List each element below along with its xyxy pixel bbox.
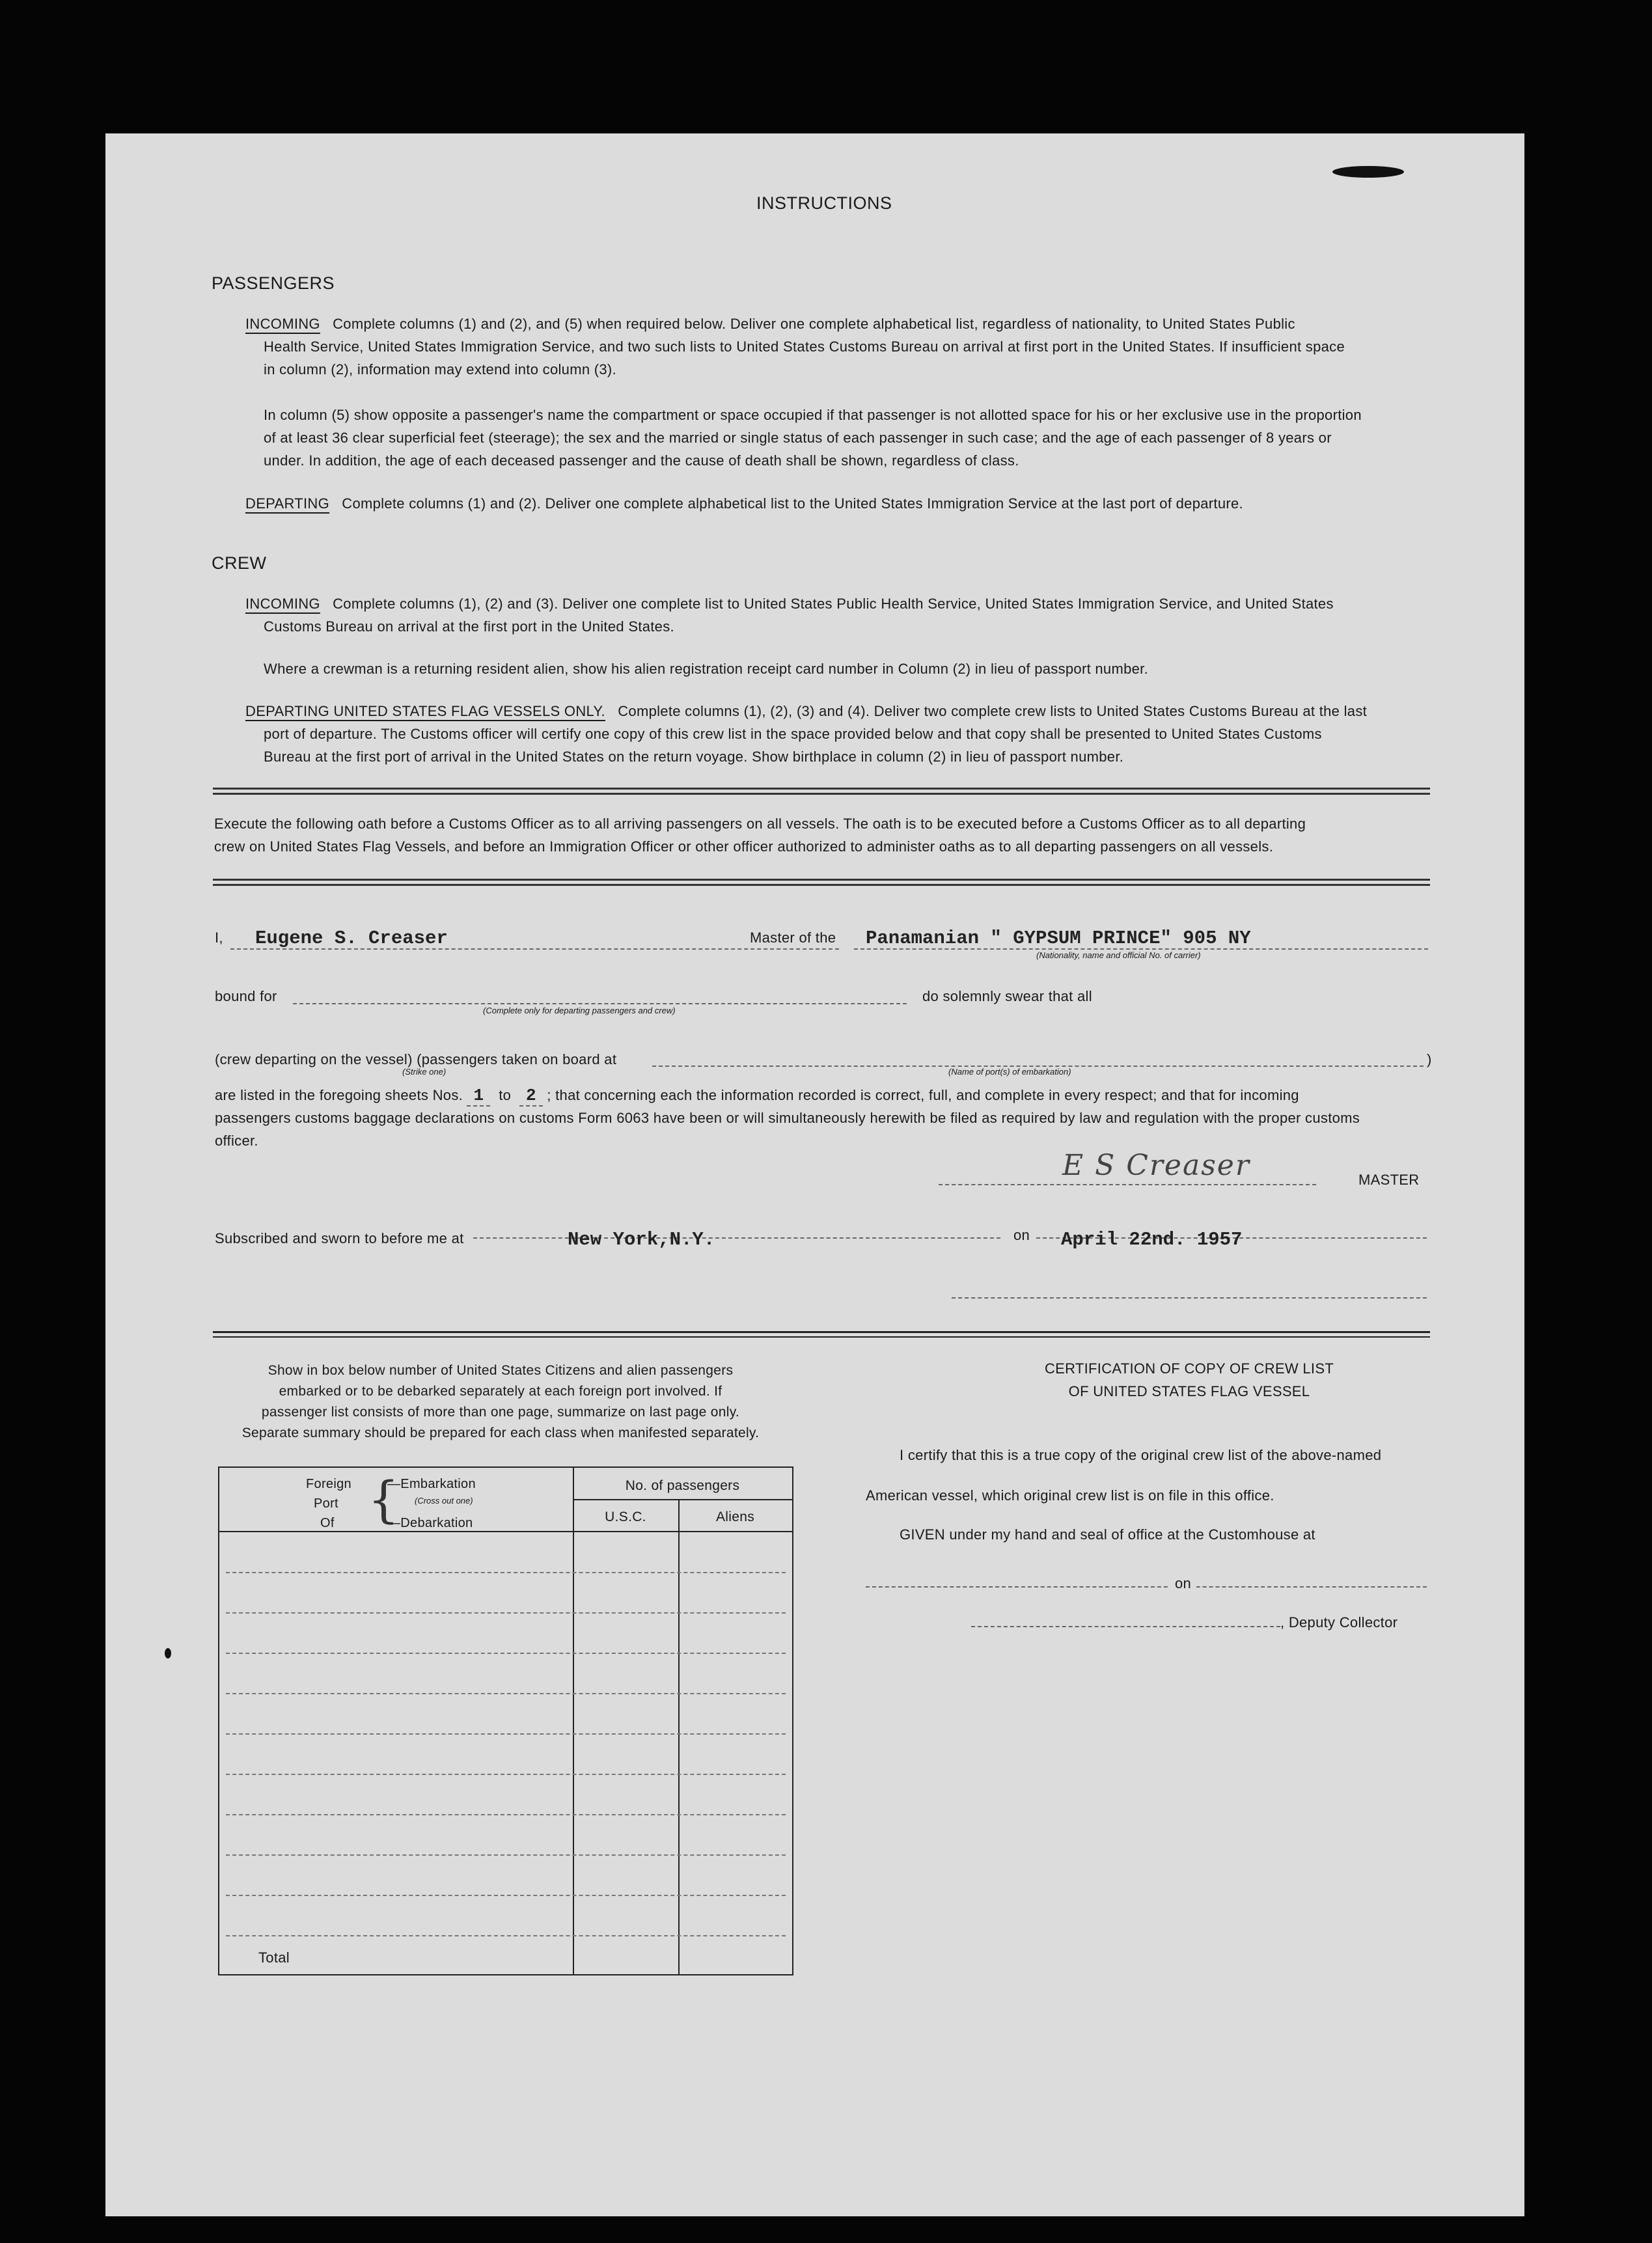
aliens-header: Aliens (716, 1509, 754, 1524)
oath-instr-line2: crew on United States Flag Vessels, and before an Immigration Officer or other officer authorized to administer oaths as to all departing passengers on all vessels. (214, 838, 1274, 855)
to-label: to (499, 1087, 512, 1103)
close-paren: ) (1427, 1051, 1432, 1067)
table-row (226, 1935, 786, 1936)
crew-heading: CREW (212, 553, 267, 573)
table-divider (573, 1468, 574, 1974)
oath-line2: passengers customs baggage declarations on customs Form 6063 have been or will simultaneously herewith be filed as required by law and regulation with the proper customs (215, 1110, 1360, 1126)
master-signature: E S Creaser (1062, 1149, 1250, 1182)
summary-instr-line3: passenger list consists of more than one page, summarize on last page only. (261, 1405, 740, 1420)
master-label: MASTER (1358, 1172, 1420, 1188)
cross-out-caption: (Cross out one) (415, 1496, 473, 1506)
embark-label: —Embarkation (387, 1477, 476, 1491)
passengers-incoming-line2: Health Service, United States Immigration Service, and two such lists to United States Customs Bureau on arrival at first port in the United States. If insufficient space (264, 338, 1345, 355)
sheet-from: 1 (467, 1086, 490, 1107)
cert-line2: American vessel, which original crew list is on file in this office. (866, 1487, 1274, 1504)
crew-incoming-line1: Complete columns (1), (2) and (3). Deliver one complete list to United States Public Health Service, United States Immigration Service, and United States (333, 596, 1334, 612)
debark-label: —Debarkation (387, 1516, 473, 1530)
crew-incoming-label: INCOMING (245, 596, 320, 612)
bound-for-label: bound for (215, 988, 277, 1004)
passengers-heading: PASSENGERS (212, 273, 335, 293)
sheets-rest: ; that concerning each the information recorded is correct, full, and complete in every respect; and that for incoming (547, 1087, 1299, 1103)
passenger-summary-table (218, 1466, 793, 1975)
table-row (226, 1653, 786, 1654)
table-row (226, 1895, 786, 1896)
sworn-date: April 22nd. 1957 (1061, 1229, 1243, 1250)
sworn-on-label: on (1013, 1227, 1030, 1243)
cert-on-label: on (1170, 1572, 1196, 1595)
total-label: Total (258, 1949, 290, 1966)
cert-heading-line1: CERTIFICATION OF COPY OF CREW LIST (1044, 1360, 1334, 1377)
passengers-departing-text: Complete columns (1) and (2). Deliver one complete alphabetical list to the United States Immigration Service at the last port of departure. (342, 495, 1243, 512)
oath-instructions (214, 812, 1438, 858)
passengers-incoming-line1: Complete columns (1) and (2), and (5) when required below. Deliver one complete alphabetical list, regardless of nationality, to United States Public (333, 316, 1295, 332)
crew-incoming (245, 592, 1437, 638)
sworn-place: New York,N.Y. (568, 1229, 715, 1250)
passengers-incoming (245, 312, 1437, 381)
crew-departing-line3: Bureau at the first port of arrival in the United States on the return voyage. Show birthplace in column (2) in lieu of passport number. (264, 749, 1124, 765)
oath-instr-line1: Execute the following oath before a Customs Officer as to all arriving passengers on all vessels. The oath is to be executed before a Customs Officer as to all departing (214, 816, 1306, 832)
passengers-departing (245, 492, 1437, 515)
strike-caption: (Strike one) (402, 1067, 447, 1077)
crew-departing (245, 700, 1437, 768)
vessel-caption: (Nationality, name and official No. of carrier) (1036, 950, 1201, 960)
table-row (226, 1814, 786, 1815)
page-title: INSTRUCTIONS (756, 193, 892, 213)
cert-heading-line2: OF UNITED STATES FLAG VESSEL (1068, 1383, 1310, 1399)
crew-departing-label: (crew departing on the vessel) (passengers taken on board at (215, 1051, 617, 1067)
signature-line (939, 1184, 1316, 1185)
bound-caption: (Complete only for departing passengers and crew) (483, 1006, 676, 1015)
sheets-line (215, 1084, 1439, 1107)
divider-line (213, 1331, 1430, 1333)
table-row (226, 1854, 786, 1856)
col-foreign: Foreign (306, 1477, 351, 1491)
divider-rule (213, 879, 1430, 886)
subscribed-label: Subscribed and sworn to before me at (215, 1230, 464, 1246)
divider-line (213, 1336, 1430, 1338)
passengers-departing-label: DEPARTING (245, 495, 330, 512)
cert-line1: I certify that this is a true copy of the original crew list of the above-named (900, 1447, 1382, 1463)
col5-line1: In column (5) show opposite a passenger's name the compartment or space occupied if that passenger is not allotted space for his or her exclusive use in the proportion (264, 407, 1362, 423)
summary-instr-line4: Separate summary should be prepared for each class when manifested separately. (241, 1425, 760, 1440)
table-divider (678, 1499, 680, 1974)
table-divider (219, 1531, 792, 1532)
no-passengers-header: No. of passengers (625, 1478, 740, 1493)
officer-signature-line (952, 1297, 1427, 1299)
summary-instr-line1: Show in box below number of United States Citizens and alien passengers (268, 1363, 734, 1378)
passengers-incoming-label: INCOMING (245, 316, 320, 332)
sheets-label: are listed in the foregoing sheets Nos. (215, 1087, 463, 1103)
sheet-to: 2 (519, 1086, 543, 1107)
table-row (226, 1774, 786, 1775)
master-of-label: Master of the (750, 929, 836, 946)
summary-instr-line2: embarked or to be debarked separately at each foreign port involved. If (279, 1384, 723, 1399)
crew-incoming-line2: Customs Bureau on arrival at the first port in the United States. (264, 618, 674, 635)
form-page (105, 133, 1524, 2216)
ports-caption: (Name of port(s) of embarkation) (948, 1067, 1071, 1077)
table-row (226, 1693, 786, 1694)
crew-departing-label: DEPARTING UNITED STATES FLAG VESSELS ONLY. (245, 703, 605, 719)
cert-line3: GIVEN under my hand and seal of office at the Customhouse at (900, 1526, 1315, 1543)
swear-label: do solemnly swear that all (922, 988, 1092, 1004)
scan-speck (165, 1648, 171, 1658)
table-divider (573, 1499, 792, 1500)
passengers-incoming-line3: in column (2), information may extend into column (3). (264, 361, 616, 378)
oath-i-label: I, (215, 929, 223, 946)
brace-icon: { (368, 1470, 400, 1528)
col-port: Port (314, 1496, 338, 1511)
col5-line2: of at least 36 clear superficial feet (steerage); the sex and the married or single status of each passenger in such case; and the age of each passenger of 8 years or (264, 430, 1332, 446)
customhouse-line (866, 1586, 1427, 1588)
oath-line3: officer. (215, 1133, 258, 1149)
crew-departing-line1: Complete columns (1), (2), (3) and (4). Deliver two complete crew lists to United States Customs Bureau at the last (618, 703, 1368, 719)
usc-header: U.S.C. (605, 1509, 646, 1524)
col5-line3: under. In addition, the age of each deceased passenger and the cause of death shall be shown, regardless of class. (264, 452, 1019, 469)
passengers-column5 (264, 404, 1435, 472)
table-row (226, 1612, 786, 1614)
ink-blot (1332, 166, 1404, 178)
deputy-collector-label: , Deputy Collector (1280, 1614, 1398, 1631)
crew-resident-alien: Where a crewman is a returning resident alien, show his alien registration receipt card number in Column (2) in lieu of passport number. (264, 661, 1148, 677)
deputy-signature-line (971, 1626, 1280, 1627)
bound-for-line (293, 1003, 907, 1004)
vessel-name: Panamanian " GYPSUM PRINCE" 905 NY (866, 928, 1251, 949)
divider-rule (213, 788, 1430, 795)
table-row (226, 1733, 786, 1735)
master-name: Eugene S. Creaser (255, 928, 448, 949)
col-of: Of (320, 1516, 335, 1530)
certification-heading (945, 1357, 1433, 1403)
crew-departing-line2: port of departure. The Customs officer will certify one copy of this crew list in the space provided below and that copy shall be presented to United States Customs (264, 726, 1322, 742)
sworn-place-line (473, 1237, 1000, 1239)
table-row (226, 1572, 786, 1573)
summary-instructions (217, 1360, 784, 1444)
